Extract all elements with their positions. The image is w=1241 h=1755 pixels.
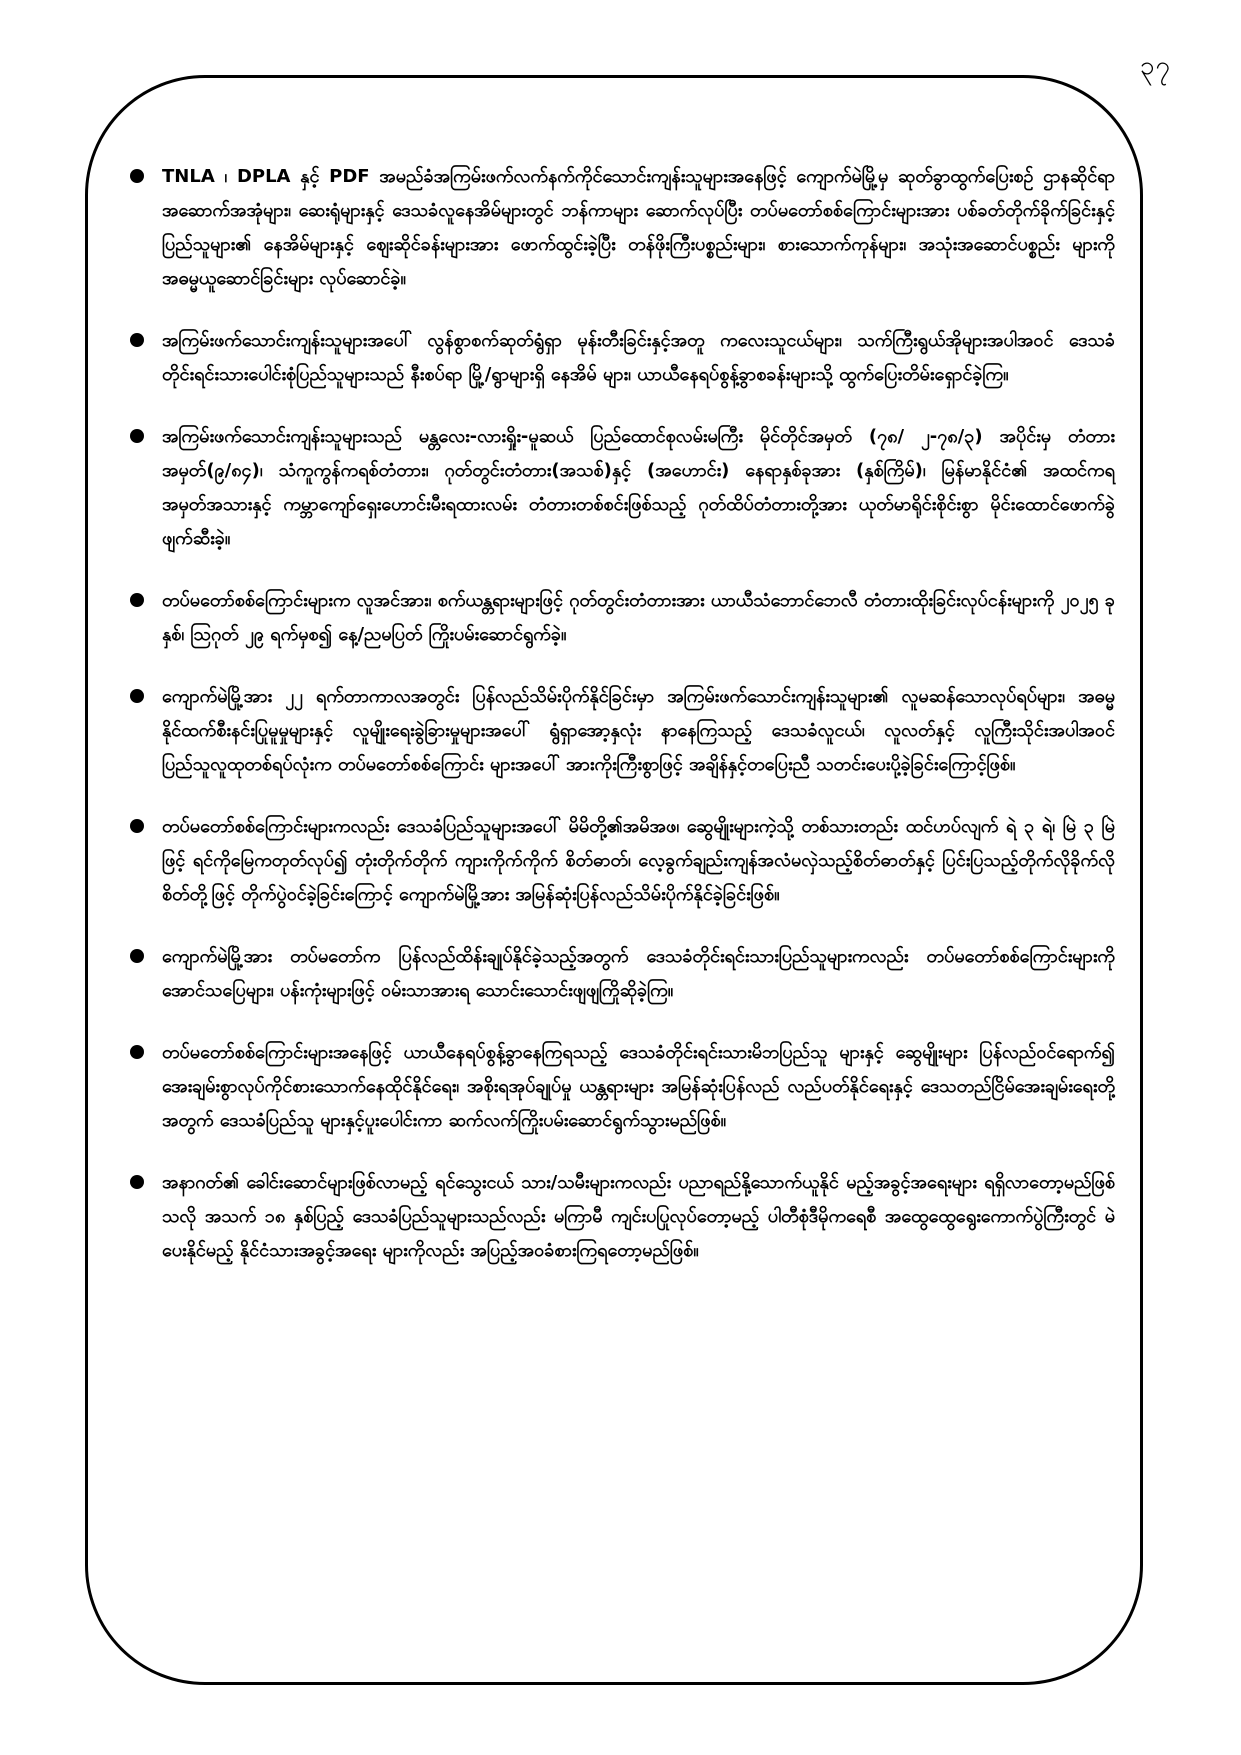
list-item [130, 1166, 1115, 1268]
list-item [130, 324, 1115, 392]
bullet-dot-icon [130, 689, 144, 703]
list-item [130, 940, 1115, 1008]
bullet-dot-icon [130, 949, 144, 963]
list-item [130, 810, 1115, 912]
page-number: ၃၇ [1139, 51, 1171, 81]
bullet-dot-icon [130, 1175, 144, 1189]
list-item-text: ကျောက်မဲမြို့အား တပ်မတော်က ပြန်လည်ထိန်းချုပ်နိုင်ခဲ့သည့်အတွက် ဒေသခံတိုင်းရင်းသားပြည်သူများကလည်း တပ်မတော်စစ်ကြောင်းများကို အောင်သပြေများ၊ ပန်းကုံးများဖြင့် ဝမ်းသာအားရ သောင်းသောင်းဖျဖျကြိုဆိုခဲ့ကြ။ [162, 946, 1115, 1001]
list-item-text: တပ်မတော်စစ်ကြောင်းများကလည်း ဒေသခံပြည်သူများအပေါ် မိမိတို့၏အမိအဖ၊ ဆွေမျိုးများကဲ့သို့ တစ်သားတည်း ထင်ဟပ်လျက် ရဲ ၃ ရဲ၊ မြဲ ၃ မြဲဖြင့် ရင်ကိုမြေကတုတ်လုပ်၍ တုံးတိုက်တိုက် ကျားကိုက်ကိုက် စိတ်ဓာတ်၊ လေ့ခွက်ချည်းကျန်အလံမလှဲသည့်စိတ်ဓာတ်နှင့် ပြင်းပြသည့်တိုက်လိုခိုက်လိုစိတ်တို့ဖြင့် တိုက်ပွဲဝင်ခဲ့ခြင်းကြောင့် ကျောက်မဲမြို့အား အမြန်ဆုံးပြန်လည်သိမ်းပိုက်နိုင်ခဲ့ခြင်းဖြစ်။ [162, 816, 1115, 905]
list-item [130, 680, 1115, 782]
bullet-list [130, 160, 1115, 1296]
bullet-dot-icon [130, 1045, 144, 1059]
list-item-text: အနာဂတ်၏ ခေါင်းဆောင်များဖြစ်လာမည့် ရင်သွေးငယ် သား/သမီးများကလည်း ပညာရည်နို့သောက်ယူနိုင် မည့်အခွင့်အရေးများ ရရှိလာတော့မည်ဖြစ်သလို အသက် ၁၈ နှစ်ပြည့် ဒေသခံပြည်သူများသည်လည်း မကြာမီ ကျင်းပပြုလုပ်တော့မည့် ပါတီစုံဒီမိုကရေစီ အထွေထွေရွေးကောက်ပွဲကြီးတွင် မဲပေးနိုင်မည့် နိုင်ငံသားအခွင့်အရေး များကိုလည်း အပြည့်အဝခံစားကြရတော့မည်ဖြစ်။ [162, 1172, 1115, 1261]
list-item-text: အကြမ်းဖက်သောင်းကျန်းသူများသည် မန္တလေး-လားရှိုး-မူဆယ် ပြည်ထောင်စုလမ်းမကြီး မိုင်တိုင်အမှတ် (၇၈/ ၂-၇၈/၃) အပိုင်းမှ တံတားအမှတ်(၉/၈၄)၊ သံကူကွန်ကရစ်တံတား၊ ဂုတ်တွင်းတံတား(အသစ်)နှင့် (အဟောင်း) နေရာနှစ်ခုအား (နှစ်ကြိမ်)၊ မြန်မာနိုင်ငံ၏ အထင်ကရအမှတ်အသားနှင့် ကမ္ဘာကျော်ရှေးဟောင်းမီးရထားလမ်း တံတားတစ်စင်းဖြစ်သည့် ဂုတ်ထိပ်တံတားတို့အား ယုတ်မာရိုင်းစိုင်းစွာ မိုင်းထောင်ဖောက်ခွဲဖျက်ဆီးခဲ့။ [162, 426, 1115, 549]
bullet-dot-icon [130, 169, 144, 183]
list-item [130, 420, 1115, 556]
bullet-dot-icon [130, 819, 144, 833]
list-item [130, 1036, 1115, 1138]
bullet-dot-icon [130, 429, 144, 443]
list-item [130, 584, 1115, 652]
list-item-text: ကျောက်မဲမြို့အား ၂၂ ရက်တာကာလအတွင်း ပြန်လည်သိမ်းပိုက်နိုင်ခြင်းမှာ အကြမ်းဖက်သောင်းကျန်းသူများ၏ လူမဆန်သောလုပ်ရပ်များ၊ အဓမ္မနိုင်ထက်စီးနင်းပြုမူမှုများနှင့် လူမျိုးရေးခွဲခြားမှုများအပေါ် ရွံရှာအော့နှလုံး နာနေကြသည့် ဒေသခံလူငယ်၊ လူလတ်နှင့် လူကြီးသိုင်းအပါအဝင် ပြည်သူလူထုတစ်ရပ်လုံးက တပ်မတော်စစ်ကြောင်း များအပေါ် အားကိုးကြီးစွာဖြင့် အချိန်နှင့်တပြေးညီ သတင်းပေးပို့ခဲ့ခြင်းကြောင့်ဖြစ်။ [162, 686, 1115, 775]
list-item-text: တပ်မတော်စစ်ကြောင်းများအနေဖြင့် ယာယီနေရပ်စွန့်ခွာနေကြရသည့် ဒေသခံတိုင်းရင်းသားမိဘပြည်သူ များနှင့် ဆွေမျိုးများ ပြန်လည်ဝင်ရောက်၍ အေးချမ်းစွာလုပ်ကိုင်စားသောက်နေထိုင်နိုင်ရေး၊ အစိုးရအုပ်ချုပ်မှု ယန္တရားများ အမြန်ဆုံးပြန်လည် လည်ပတ်နိုင်ရေးနှင့် ဒေသတည်ငြိမ်အေးချမ်းရေးတို့အတွက် ဒေသခံပြည်သူ များနှင့်ပူးပေါင်းကာ ဆက်လက်ကြိုးပမ်းဆောင်ရွက်သွားမည်ဖြစ်။ [162, 1042, 1115, 1131]
list-item-text: TNLA ၊ DPLA နှင့် PDF အမည်ခံအကြမ်းဖက်လက်နက်ကိုင်သောင်းကျန်းသူများအနေဖြင့် ကျောက်မဲမြို့မှ ဆုတ်ခွာထွက်ပြေးစဉ် ဌာနဆိုင်ရာအဆောက်အအုံများ၊ ဆေးရုံများနှင့် ဒေသခံလူနေအိမ်များတွင် ဘန်ကာများ ဆောက်လုပ်ပြီး တပ်မတော်စစ်ကြောင်းများအား ပစ်ခတ်တိုက်ခိုက်ခြင်းနှင့် ပြည်သူများ၏ နေအိမ်များနှင့် ဈေးဆိုင်ခန်းများအား ဖောက်ထွင်းခဲ့ပြီး တန်ဖိုးကြီးပစ္စည်းများ၊ စားသောက်ကုန်များ၊ အသုံးအဆောင်ပစ္စည်း များကို အဓမ္မယူဆောင်ခြင်းများ လုပ်ဆောင်ခဲ့။ [162, 166, 1115, 289]
list-item [130, 160, 1115, 296]
bullet-dot-icon [130, 333, 144, 347]
list-item-text: တပ်မတော်စစ်ကြောင်းများက လူအင်အား၊ စက်ယန္တရားများဖြင့် ဂုတ်တွင်းတံတားအား ယာယီသံဘောင်ဘေလီ တံတားထိုးခြင်းလုပ်ငန်းများကို ၂၀၂၅ ခုနှစ်၊ ဩဂုတ် ၂၉ ရက်မှစ၍ နေ့/ညမပြတ် ကြိုးပမ်းဆောင်ရွက်ခဲ့။ [162, 590, 1115, 645]
bullet-dot-icon [130, 593, 144, 607]
list-item-text: အကြမ်းဖက်သောင်းကျန်းသူများအပေါ် လွန်စွာစက်ဆုတ်ရွံရှာ မုန်းတီးခြင်းနှင့်အတူ ကလေးသူငယ်များ၊ သက်ကြီးရွယ်အိုများအပါအဝင် ဒေသခံတိုင်းရင်းသားပေါင်းစုံပြည်သူများသည် နီးစပ်ရာ မြို့/ရွာများရှိ နေအိမ် များ၊ ယာယီနေရပ်စွန့်ခွာစခန်းများသို့ ထွက်ပြေးတိမ်းရှောင်ခဲ့ကြ။ [162, 330, 1115, 385]
